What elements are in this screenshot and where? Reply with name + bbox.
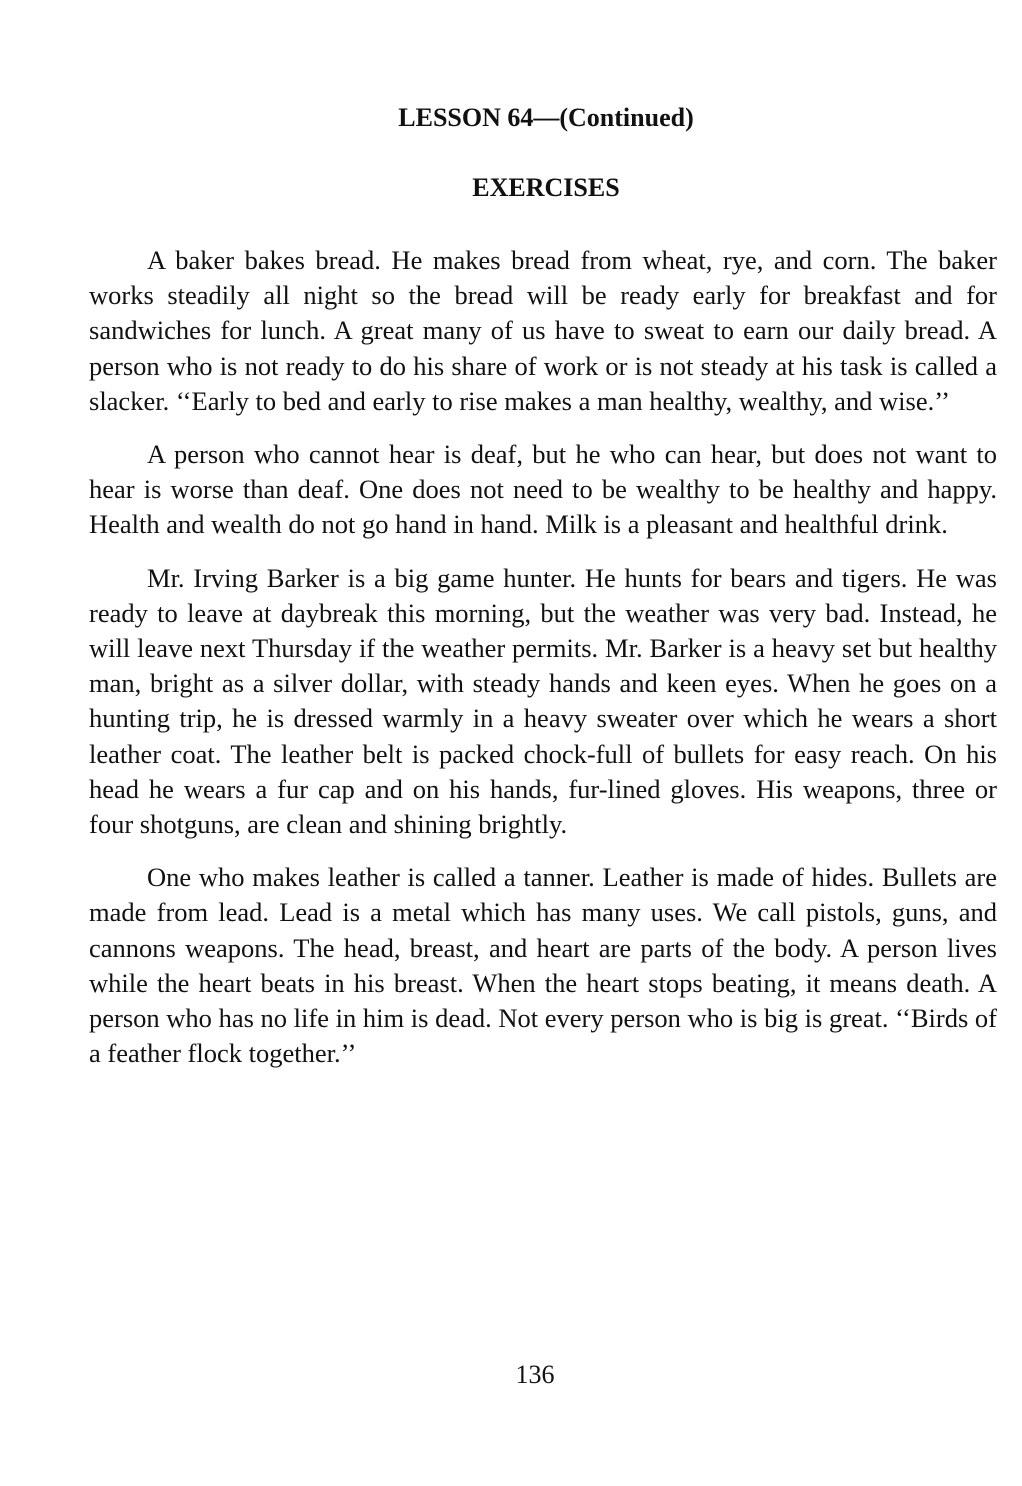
paragraph-tanner: One who makes leather is called a tanner. Leather is made of hides. Bullets are made from lead. Lead is a metal which has many uses. We call pistols, guns, and cannons weapons. The head, breast, and heart are parts of the body. A person lives while the heart beats in his breast. When the heart stops beating, it means death. A person who has no life in him is dead. Not every person who is big is great. ‘‘Birds of a feather flock together.’’	[89, 862, 997, 1069]
section-title: EXERCISES	[472, 173, 620, 202]
paragraph-baker: A baker bakes bread. He makes bread from wheat, rye, and corn. The baker works steadily all night so the bread will be ready early for breakfast and for sandwiches for lunch. A great many of us have to sweat to earn our daily bread. A person who is not ready to do his share of work or is not steady at his task is called a slacker. ‘‘Early to bed and early to rise makes a man healthy, wealthy, and wise.’’	[89, 245, 997, 416]
page-number: 136	[515, 1360, 555, 1389]
paragraph-hunter: Mr. Irving Barker is a big game hunter. He hunts for bears and tigers. He was ready to leave at daybreak this morning, but the weather was very bad. Instead, he will leave next Thursday if the weather permits. Mr. Barker is a heavy set but healthy man, bright as a silver dollar, with steady hands and keen eyes. When he goes on a hunting trip, he is dressed warmly in a heavy sweater over which he wears a short leather coat. The leather belt is packed chock-full of bullets for easy reach. On his head he wears a fur cap and on his hands, fur-lined gloves. His weapons, three or four shotguns, are clean and shining brightly.	[89, 562, 997, 840]
lesson-title: LESSON 64—(Continued)	[398, 103, 694, 132]
paragraph-deaf: A person who cannot hear is deaf, but he who can hear, but does not want to hear is worse than deaf. One does not need to be wealthy to be healthy and happy. Health and wealth do not go hand in hand. Milk is a pleasant and healthful drink.	[89, 439, 997, 540]
body-text	[89, 243, 997, 1089]
